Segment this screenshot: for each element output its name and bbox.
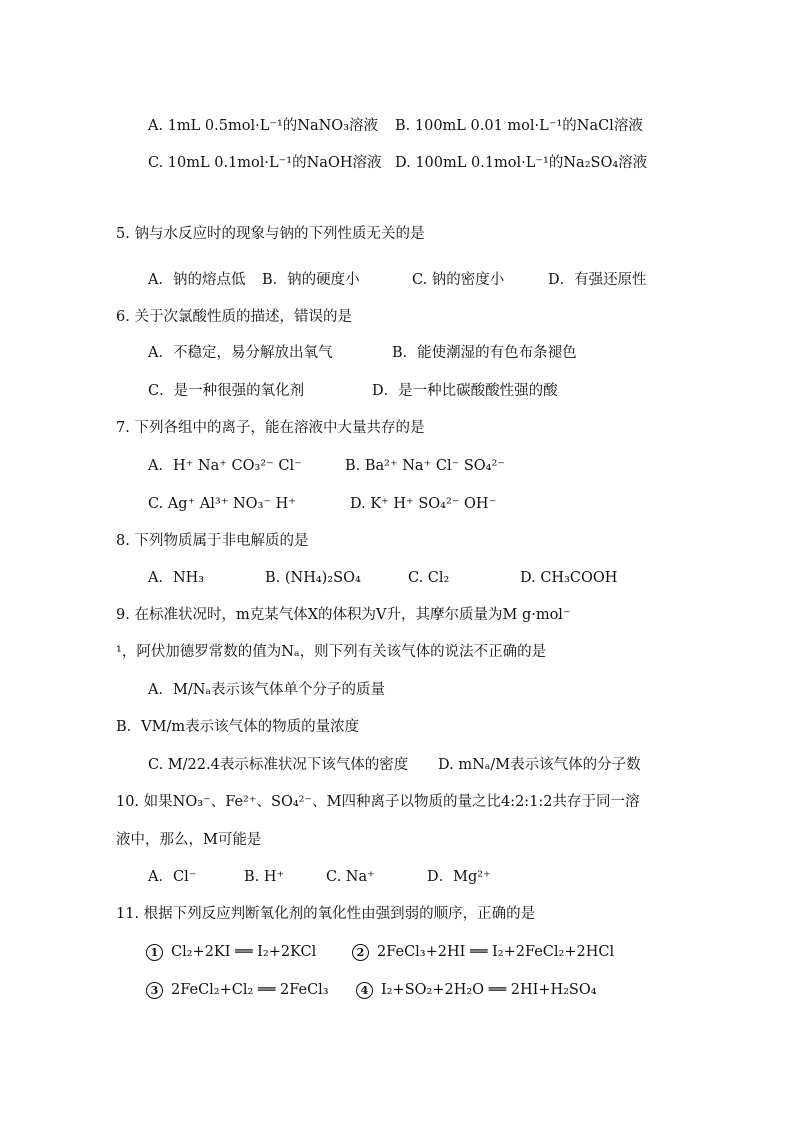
circled-number-4: 4 [356, 982, 373, 999]
q5-stem: 5. 钠与水反应时的现象与钠的下列性质无关的是 [116, 226, 425, 242]
q9-option-d: D. mNₐ/M表示该气体的分子数 [438, 757, 641, 773]
q9-option-c: C. M/22.4表示标准状况下该气体的密度 [148, 757, 409, 773]
q11-reaction-1 [146, 942, 316, 962]
q6-stem: 6. 关于次氯酸性质的描述，错误的是 [116, 309, 352, 325]
circled-number-2: 2 [352, 944, 369, 961]
q8-stem: 8. 下列物质属于非电解质的是 [116, 533, 309, 549]
q8-option-a: A．NH₃ [148, 570, 205, 586]
q7-option-c: C. Ag⁺ Al³⁺ NO₃⁻ H⁺ [148, 496, 296, 512]
q11-reaction-3 [146, 980, 329, 1000]
q10-option-c: C. Na⁺ [326, 869, 375, 885]
q8-option-d: D. CH₃COOH [520, 570, 618, 586]
q4-option-b: B. 100mL 0.01 mol·L⁻¹的NaCl溶液 [395, 118, 643, 134]
q8-option-b: B. (NH₄)₂SO₄ [265, 570, 361, 586]
q11-stem: 11. 根据下列反应判断氧化剂的氧化性由强到弱的顺序，正确的是 [116, 906, 536, 922]
q5-option-a: A．钠的熔点低 [148, 272, 246, 288]
q7-option-d: D. K⁺ H⁺ SO₄²⁻ OH⁻ [350, 496, 497, 512]
q5-option-c: C. 钠的密度小 [412, 272, 505, 288]
q9-stem-line1: 9. 在标准状况时，m克某气体X的体积为V升，其摩尔质量为M g·mol⁻ [116, 607, 571, 623]
q11-reaction-2 [352, 942, 614, 962]
q10-stem-line2: 液中，那么，M可能是 [116, 832, 262, 848]
q10-option-b: B. H⁺ [244, 869, 285, 885]
q11-reaction-4 [356, 980, 597, 1000]
q10-stem-line1: 10. 如果NO₃⁻、Fe²⁺、SO₄²⁻、M四种离子以物质的量之比4:2:1:2共存于同一溶 [116, 794, 640, 810]
q6-option-b: B．能使潮湿的有色布条褪色 [392, 345, 577, 361]
q6-option-a: A．不稳定，易分解放出氧气 [148, 345, 333, 361]
q4-option-d: D. 100mL 0.1mol·L⁻¹的Na₂SO₄溶液 [395, 155, 648, 171]
q5-option-d: D．有强还原性 [548, 272, 647, 288]
q9-option-b: B．VM/m表示该气体的物质的量浓度 [116, 719, 360, 735]
q7-option-a: A．H⁺ Na⁺ CO₃²⁻ Cl⁻ [148, 458, 302, 474]
q7-option-b: B. Ba²⁺ Na⁺ Cl⁻ SO₄²⁻ [345, 458, 505, 474]
q11-reaction-3-equation: 2FeCl₂+Cl₂ ══ 2FeCl₃ [171, 982, 329, 998]
q11-reaction-4-equation: I₂+SO₂+2H₂O ══ 2HI+H₂SO₄ [381, 982, 597, 998]
q11-reaction-1-equation: Cl₂+2KI ══ I₂+2KCl [171, 944, 317, 960]
q6-option-d: D．是一种比碳酸酸性强的酸 [372, 383, 558, 399]
q11-reaction-2-equation: 2FeCl₃+2HI ══ I₂+2FeCl₂+2HCl [377, 944, 615, 960]
q9-option-a: A．M/Nₐ表示该气体单个分子的质量 [148, 682, 385, 698]
q5-option-b: B．钠的硬度小 [262, 272, 360, 288]
q10-option-a: A．Cl⁻ [148, 869, 197, 885]
q4-option-c: C. 10mL 0.1mol·L⁻¹的NaOH溶液 [148, 155, 382, 171]
q6-option-c: C．是一种很强的氧化剂 [148, 383, 305, 399]
q7-stem: 7. 下列各组中的离子，能在溶液中大量共存的是 [116, 420, 425, 436]
q9-stem-line2: ¹，阿伏加德罗常数的值为Nₐ，则下列有关该气体的说法不正确的是 [116, 644, 547, 660]
circled-number-1: 1 [146, 944, 163, 961]
q8-option-c: C. Cl₂ [408, 570, 450, 586]
q4-option-a: A. 1mL 0.5mol·L⁻¹的NaNO₃溶液 [148, 118, 379, 134]
circled-number-3: 3 [146, 982, 163, 999]
q10-option-d: D．Mg²⁺ [427, 869, 491, 885]
